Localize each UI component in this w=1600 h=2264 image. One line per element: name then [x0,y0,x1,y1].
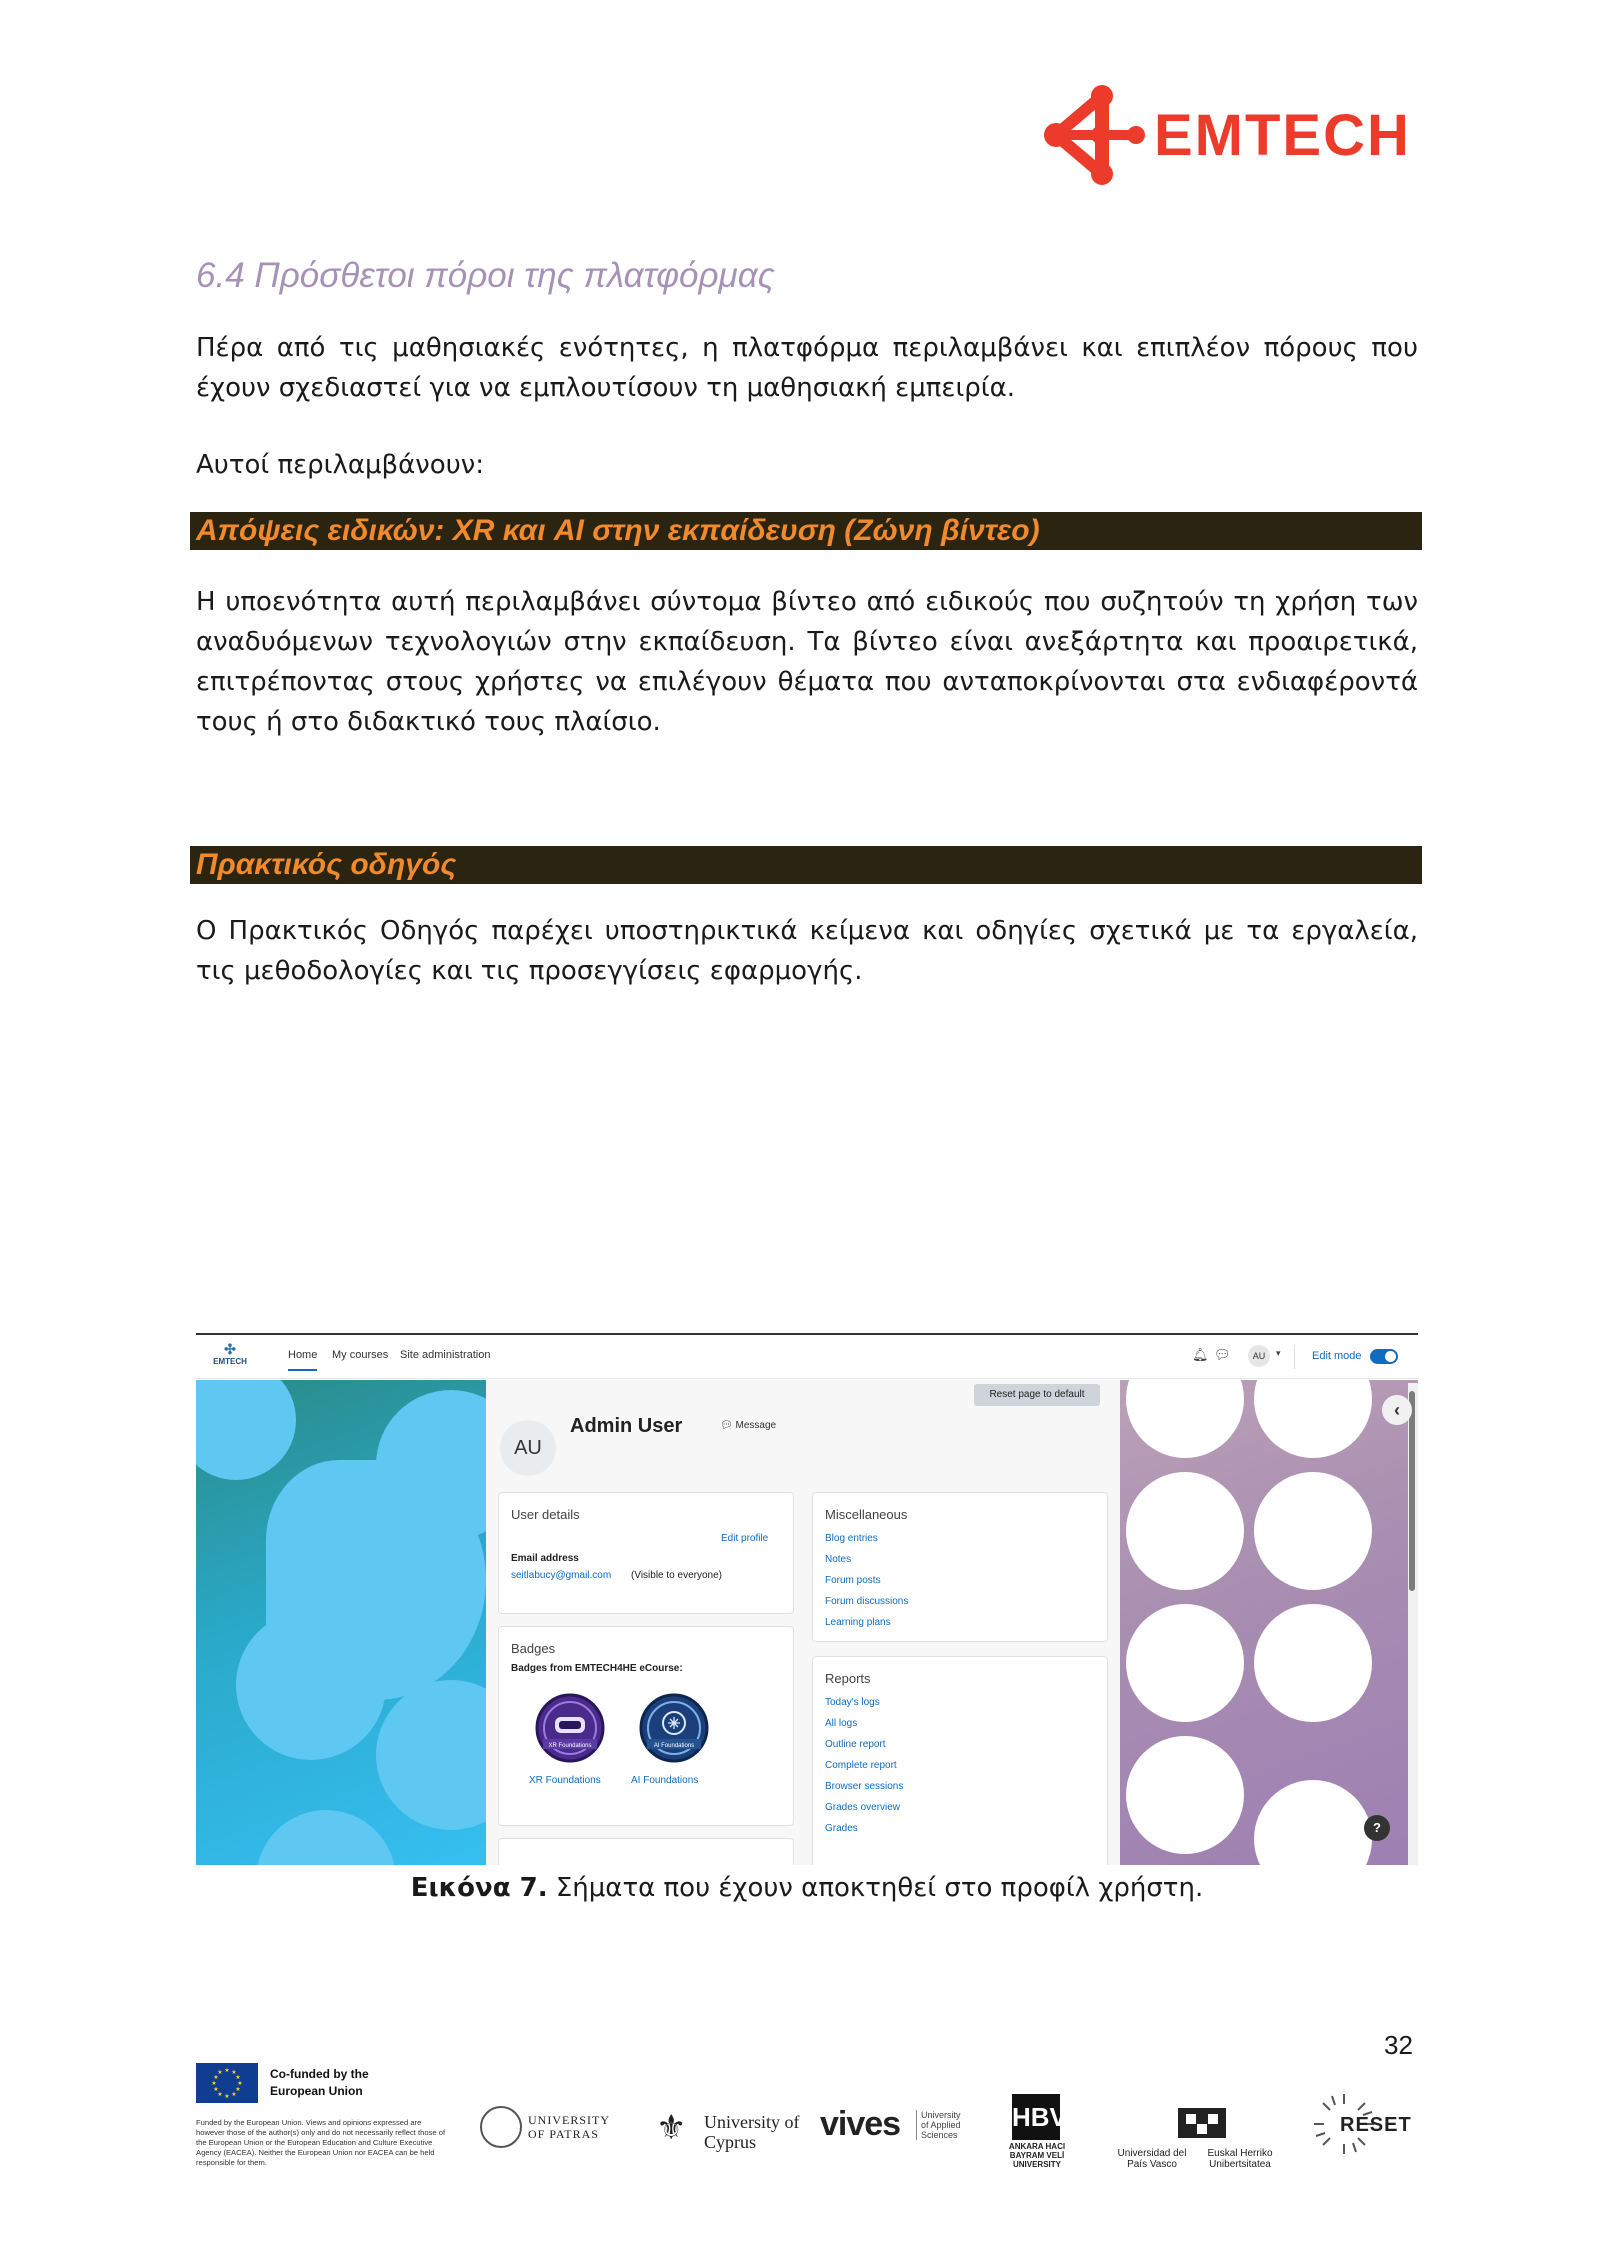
browser-sessions-link[interactable]: Browser sessions [825,1781,904,1792]
profile-background-left [196,1380,486,1865]
includes-line: Αυτοί περιλαμβάνουν: [196,450,485,480]
svg-text:★: ★ [213,2086,219,2093]
svg-text:★: ★ [211,2080,217,2087]
patras-seal-icon [480,2106,522,2148]
svg-text:★: ★ [217,2069,223,2076]
messages-icon[interactable]: 💬︎ [1214,1347,1231,1362]
partner-upv-eu: Euskal Herriko Unibertsitatea [1207,2148,1273,2170]
badges-card [498,1626,794,1826]
background-shape [1254,1472,1372,1590]
miscellaneous-title: Miscellaneous [825,1507,908,1522]
partner-patras: UNIVERSITY OF PATRAS [528,2113,610,2141]
blog-entries-link[interactable]: Blog entries [825,1533,878,1544]
subsection-heading-expert-views: Απόψεις ειδικών: XR και AI στην εκπαίδευση (Ζώνη βίντεο) [190,512,1422,550]
svg-text:XR Foundations: XR Foundations [548,1743,592,1749]
svg-text:★: ★ [237,2080,243,2087]
message-label: Message [735,1420,777,1431]
background-shape [1126,1380,1244,1458]
email-label: Email address [511,1553,579,1564]
figure-caption-text: Σήματα που έχουν αποκτηθεί στο προφίλ χρήστη. [555,1873,1204,1903]
user-menu-avatar[interactable]: AU [1248,1345,1270,1367]
forum-posts-link[interactable]: Forum posts [825,1575,881,1586]
partner-hbv: ANKARA HACI BAYRAM VELİ UNIVERSITY [1008,2142,1066,2169]
edit-mode-toggle[interactable] [1370,1349,1398,1364]
chevron-down-icon[interactable]: ▾ [1276,1348,1281,1358]
subsection-body-practical-guide: Ο Πρακτικός Οδηγός παρέχει υποστηρικτικά κείμενα και οδηγίες σχετικά με τα εργαλεία, τις μεθοδολογίες και τις προσεγγίσεις εφαρμογής. [196,916,1418,986]
nav-my-courses[interactable]: My courses [332,1349,389,1361]
background-shape [1126,1604,1244,1722]
partner-vives: vives [820,2105,901,2143]
drawer-toggle-button[interactable]: ‹ [1382,1395,1412,1425]
forum-discussions-link[interactable]: Forum discussions [825,1596,909,1607]
badge-ai-foundations-link[interactable]: AI Foundations [631,1775,699,1786]
background-shape [236,1610,386,1760]
profile-content [486,1380,1120,1865]
background-shape [256,1810,396,1865]
notification-bell-icon[interactable]: 🔔︎ [1192,1347,1209,1362]
eu-disclaimer: Funded by the European Union. Views and opinions expressed are however those of the author(s) only and do not necessarily reflect those of the European Union or the European Education and Culture Executive Agency (EACEA). Neither the European Union nor EACEA can be held responsible for them. [196,2118,446,2167]
reset-page-button[interactable]: Reset page to default [974,1384,1100,1406]
cyprus-logo-icon: ⚜ [656,2108,687,2148]
ai-brain-icon[interactable] [639,1693,709,1763]
message-icon: 💬︎ [720,1420,733,1431]
reports-card [812,1656,1108,1865]
figure-caption [196,1870,1418,1906]
grades-link[interactable]: Grades [825,1823,858,1834]
nav-logo-icon: ✣ [224,1341,236,1357]
complete-report-link[interactable]: Complete report [825,1760,897,1771]
user-details-title: User details [511,1507,580,1522]
help-button[interactable]: ? [1364,1815,1390,1841]
svg-text:★: ★ [235,2074,241,2081]
background-shape [1254,1780,1372,1865]
outline-report-link[interactable]: Outline report [825,1739,886,1750]
emtech-logo [1040,80,1420,190]
svg-text:★: ★ [224,2093,230,2100]
svg-text:AI Foundations: AI Foundations [653,1743,695,1749]
xr-headset-icon[interactable] [535,1693,605,1763]
background-shape [196,1380,296,1480]
upv-logo-icon [1172,2100,1232,2144]
email-link[interactable]: seitlabucy@gmail.com [511,1570,612,1581]
subsection-body-expert-views: Η υποενότητα αυτή περιλαμβάνει σύντομα βίντεο από ειδικούς που συζητούν τη χρήση των αναδυόμενων τεχνολογιών στην εκπαίδευση. Τα βίντεο είναι ανεξάρτητα και προαιρετικά, επιτρέποντας στους χρήστες να επιλέγουν θέματα που ανταποκρίνονται στα ενδιαφέροντά τους ή στο διδακτικό τους πλαίσιο. [196,587,1418,737]
top-navbar [196,1335,1418,1379]
emtech-molecule-icon [1040,80,1150,190]
svg-text:★: ★ [235,2086,241,2093]
svg-text:★: ★ [224,2067,230,2074]
profile-background-right [1120,1380,1418,1865]
partner-vives-subtitle: University of Applied Sciences [916,2110,962,2140]
svg-text:★: ★ [231,2069,237,2076]
svg-text:★: ★ [217,2091,223,2098]
all-logs-link[interactable]: All logs [825,1718,858,1729]
grades-overview-link[interactable]: Grades overview [825,1802,901,1813]
svg-text:★: ★ [213,2074,219,2081]
notes-link[interactable]: Notes [825,1554,852,1565]
edit-profile-link[interactable]: Edit profile [721,1533,769,1544]
eu-funding-label: Co-funded by the European Union [270,2067,369,2098]
page-number: 32 [1384,2030,1413,2060]
background-shape [1126,1472,1244,1590]
next-card [498,1838,794,1865]
background-shape [1254,1604,1372,1722]
svg-text:★: ★ [231,2091,237,2098]
partner-upv-es: Universidad del País Vasco [1117,2148,1187,2170]
nav-logo-text: EMTECH [213,1357,247,1366]
todays-logs-link[interactable]: Today's logs [825,1697,880,1708]
partner-reset: RESET [1340,2114,1412,2136]
nav-divider [1294,1345,1295,1369]
nav-logo[interactable] [212,1341,248,1366]
intro-paragraph: Πέρα από τις μαθησιακές ενότητες, η πλατφόρμα περιλαμβάνει και επιπλέον πόρους που έχουν σχεδιαστεί για να εμπλουτίσουν τη μαθησιακή εμπειρία. [196,333,1418,403]
background-shape [1254,1380,1372,1458]
background-shape [376,1680,486,1830]
edit-mode-label: Edit mode [1312,1350,1362,1362]
emtech-wordmark: EMTECH [1154,102,1411,168]
platform-screenshot [196,1333,1418,1865]
user-details-card [498,1492,794,1614]
subsection-heading-practical-guide: Πρακτικός οδηγός [190,846,1422,884]
reports-title: Reports [825,1671,871,1686]
badges-title: Badges [511,1641,556,1656]
learning-plans-link[interactable]: Learning plans [825,1617,891,1628]
avatar: AU [500,1420,556,1476]
nav-site-administration[interactable]: Site administration [400,1349,491,1361]
badges-subtitle: Badges from EMTECH4HE eCourse: [511,1663,683,1674]
badge-xr-foundations-link[interactable]: XR Foundations [529,1775,601,1786]
nav-home[interactable]: Home [288,1349,317,1371]
scrollbar-thumb[interactable] [1409,1391,1415,1591]
background-shape [1126,1736,1244,1854]
figure-caption-label: Εικόνα 7. [410,1873,548,1903]
miscellaneous-card [812,1492,1108,1642]
eu-flag-icon [196,2063,258,2103]
section-heading: 6.4 Πρόσθετοι πόροι της πλατφόρμας [196,256,775,295]
partner-cyprus: University of Cyprus [704,2112,800,2152]
email-visibility: (Visible to everyone) [631,1570,722,1581]
hbv-logo-icon: HBV [1012,2094,1060,2140]
message-link[interactable] [720,1420,776,1431]
profile-user-name: Admin User [570,1415,683,1437]
